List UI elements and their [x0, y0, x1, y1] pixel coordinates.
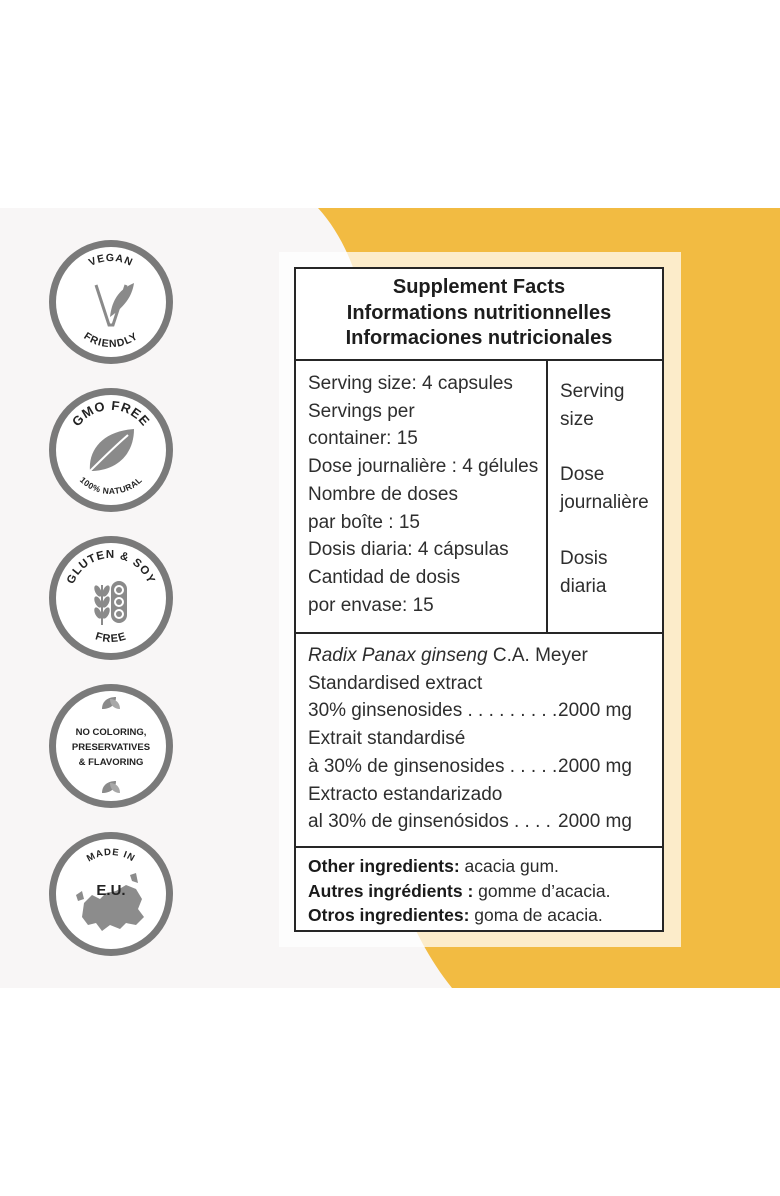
- facts-title-fr: Informations nutritionnelles: [346, 301, 612, 324]
- badge-no-coloring-line-3: & FLAVORING: [78, 757, 144, 768]
- other-ingredients-label: Autres ingrédients :: [308, 880, 474, 901]
- badge-no-coloring-line-1: NO COLORING,: [75, 727, 147, 738]
- serving-label-line: size: [560, 408, 594, 430]
- serving-label-en: [560, 378, 670, 433]
- ingredient-row: [308, 781, 662, 809]
- serving-line: Serving size: 4 capsules: [308, 373, 513, 394]
- other-ingredients-en: [308, 854, 662, 879]
- ingredient-latin-name: Radix Panax ginseng: [308, 645, 488, 666]
- serving-section: [296, 361, 662, 634]
- other-ingredients-value: goma de acacia.: [469, 905, 603, 925]
- ingredient-text: Extracto estandarizado: [308, 783, 503, 805]
- serving-line: Nombre de doses: [308, 483, 458, 505]
- badge-gmo-free: [46, 385, 176, 515]
- badge-eu-text: E.U.: [96, 882, 126, 899]
- ingredient-dose: 2000 mg: [558, 755, 632, 777]
- serving-line: par boîte : 15: [308, 511, 420, 533]
- ingredient-author: C.A. Meyer: [487, 645, 588, 666]
- other-ingredients-es: [308, 903, 662, 928]
- ingredient-name: [308, 642, 662, 670]
- badge-vegan-top-text: VEGAN: [86, 251, 135, 269]
- serving-line: container: 15: [308, 428, 418, 450]
- facts-title-es: Informaciones nutricionales: [345, 327, 613, 349]
- badge-gluten-bottom-text: FREE: [93, 630, 129, 646]
- supplement-facts-table: [294, 267, 664, 932]
- badge-vegan-friendly: [46, 237, 176, 367]
- other-ingredients-label: Otros ingredientes:: [308, 905, 470, 925]
- serving-label-es: [560, 545, 670, 600]
- serving-label-line: Dose: [560, 464, 605, 485]
- badge-made-in-text: MADE IN: [84, 846, 138, 865]
- serving-line: Dosis diaria: 4 cápsulas: [308, 539, 509, 561]
- ingredient-row: [308, 697, 662, 725]
- badge-gluten-soy-free: [46, 533, 176, 663]
- serving-details: [296, 361, 548, 632]
- serving-line: Servings per: [308, 400, 415, 422]
- ingredient-dose: 2000 mg: [558, 811, 632, 833]
- other-ingredients-label: Other ingredients:: [308, 856, 460, 876]
- badge-no-coloring-line-2: PRESERVATIVES: [71, 742, 151, 753]
- serving-line: por envase: 15: [308, 594, 434, 616]
- badge-gmo-top-text: GMO FREE: [68, 397, 154, 430]
- badge-vegan-bottom-text: FRIENDLY: [81, 330, 141, 351]
- serving-label-line: diaria: [560, 575, 607, 597]
- ingredient-text: Standardised extract: [308, 672, 483, 694]
- badge-no-coloring: [46, 681, 176, 811]
- ingredient-row: [308, 670, 662, 698]
- serving-label-line: Serving: [560, 381, 625, 402]
- badge-gmo-bottom-text: 100% NATURAL: [77, 474, 145, 497]
- ingredient-row: [308, 753, 662, 781]
- serving-label-fr: [560, 461, 670, 516]
- serving-label-line: Dosis: [560, 548, 608, 569]
- facts-header: [296, 269, 662, 361]
- serving-line: Cantidad de dosis: [308, 566, 461, 588]
- other-ingredients-fr: [308, 879, 662, 904]
- ingredients-section: [296, 634, 662, 848]
- other-ingredients-value: gomme d’acacia.: [473, 880, 611, 901]
- serving-label-line: journalière: [560, 491, 649, 513]
- ingredient-row: [308, 808, 662, 836]
- ingredient-dose: 2000 mg: [558, 700, 632, 722]
- ingredient-text: al 30% de ginsenósidos . . . .: [308, 811, 551, 833]
- ingredient-text: Extrait standardisé: [308, 728, 466, 750]
- badge-made-in-eu: [46, 829, 176, 959]
- ingredient-text: 30% ginsenosides . . . . . . . . .: [308, 700, 558, 722]
- ingredient-text: à 30% de ginsenosides . . . . .: [308, 755, 558, 777]
- facts-title-en: Supplement Facts: [392, 276, 566, 298]
- other-ingredients-value: acacia gum.: [459, 856, 559, 876]
- other-ingredients-section: [296, 848, 662, 928]
- ingredient-row: [308, 725, 662, 753]
- serving-line: Dose journalière : 4 gélules: [308, 456, 539, 478]
- badge-gluten-top-text: GLUTEN & SOY: [64, 548, 158, 586]
